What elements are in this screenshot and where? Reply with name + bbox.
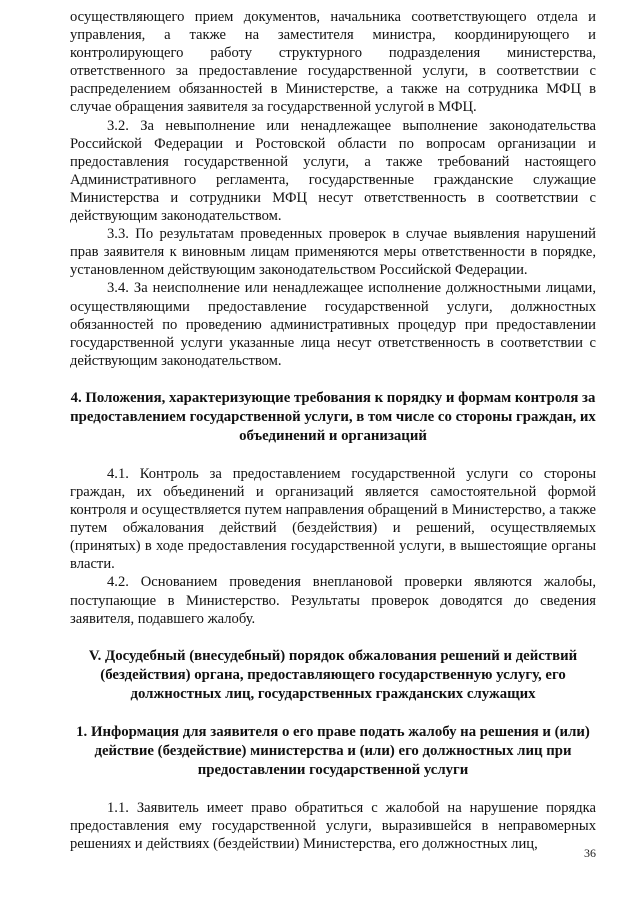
section-1-heading-block [70, 723, 596, 780]
paragraph-continuation: осуществляющего прием документов, начальника соответствующего отдела и управления, а также на заместителя министра, координирующего и контролирующего работу структурного подразделения министерства, ответственного за предоставление государственной услуги, в соответствии с распределением обязанностей в Министерстве, а также на сотрудника МФЦ в случае обращения заявителя за государственной услугой в МФЦ. [70, 9, 596, 116]
page-number: 36 [584, 846, 596, 860]
paragraph-3-3: 3.3. По результатам проведенных проверок в случае выявления нарушений прав заявителя к виновным лицам применяются меры ответственности в порядке, установленном действующим законодательством Российской Федерации. [70, 226, 596, 279]
section-4-heading: 4. Положения, характеризующие требования к порядку и формам контроля за предоставлением государственной услуги, в том числе со стороны граждан, их объединений и организаций [70, 389, 596, 444]
paragraph-4-1: 4.1. Контроль за предоставлением государственной услуги со стороны граждан, их объединений и организаций является самостоятельной формой контроля и осуществляется путем направления обращений в Министерство, а также путем обжалования действий (бездействия) и решений, осуществляемых (принятых) в ходе предоставления государственной услуги, в вышестоящие органы власти. [70, 465, 596, 573]
paragraph-4-2: 4.2. Основанием проведения внеплановой проверки являются жалобы, поступающие в Министерство. Результаты проверок доводятся до сведения заявителя, подавшего жалобу. [70, 574, 596, 627]
paragraph-3-2: 3.2. За невыполнение или ненадлежащее выполнение законодательства Российской Федерации и Ростовской области по вопросам организации и предоставления государственной услуги, а также требований настоящего Административного регламента, государственные гражданские служащие Министерства и сотрудники МФЦ несут ответственность в соответствии с действующим законодательством. [70, 117, 596, 225]
paragraph-1-1: 1.1. Заявитель имеет право обратиться с жалобой на нарушение порядка предоставления ему государственной услуги, выразившейся в неправомерных решениях и действиях (бездействии) Министерства, его должностных лиц, [70, 799, 596, 852]
chapter-v-heading: V. Досудебный (внесудебный) порядок обжалования решений и действий (бездействия) органа, предоставляющего государственную услугу, его должностных лиц, государственных гражданских служащих [88, 647, 578, 702]
chapter-v-heading-block [70, 647, 596, 704]
paragraph-3-4: 3.4. За неисполнение или ненадлежащее исполнение должностными лицами, осуществляющими предоставление государственной услуги, должностных обязанностей по проведению административных процедур при предоставлении государственной услуги указанные лица несут ответственность в соответствии с действующим законодательством. [70, 280, 596, 369]
section-1-heading: 1. Информация для заявителя о его праве подать жалобу на решения и (или) действие (бездействие) министерства и (или) его должностных лиц при предоставлении государственной услуги [76, 723, 590, 778]
section-4-heading-block [70, 389, 596, 446]
